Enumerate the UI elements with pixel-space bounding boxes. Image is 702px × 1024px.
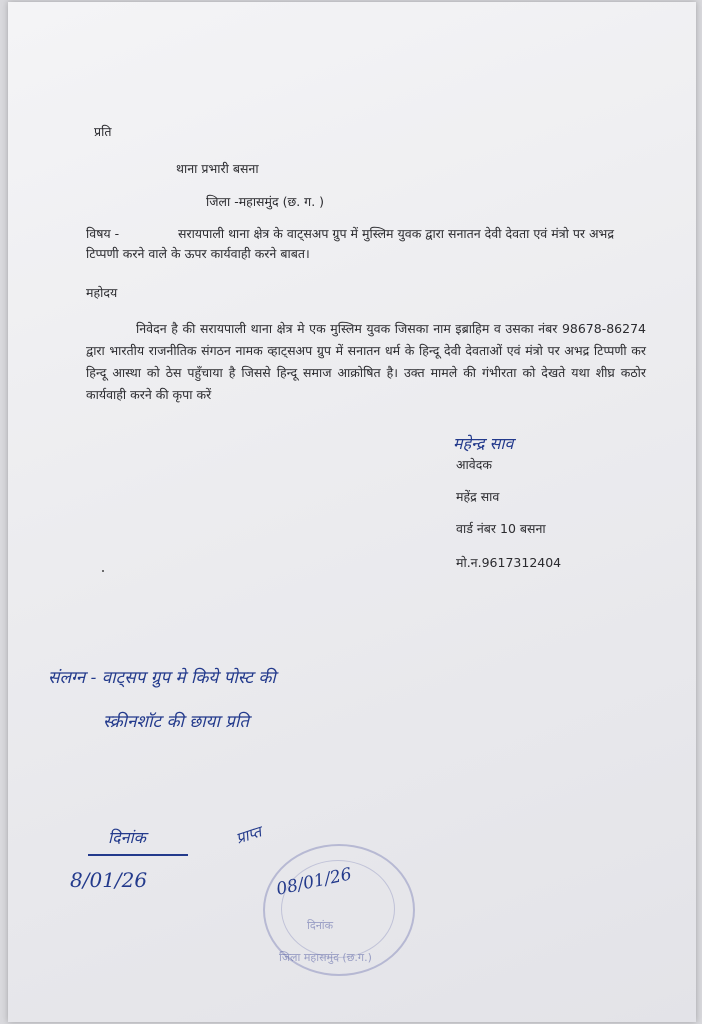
subject-block [86,224,646,264]
applicant-mobile: मो.न.9617312404 [456,555,562,570]
office-stamp [263,844,415,976]
stamp-handwritten-date: 08/01/26 [274,864,354,900]
recipient-line1: थाना प्रभारी बसना [176,161,259,176]
subject-text: सरायपाली थाना क्षेत्र के वाट्सअप ग्रुप में मुस्लिम युवक द्वारा सनातन देवी देवता एवं मंत्रो पर अभद्र टिप्पणी करने वाले के ऊपर कार्यवाही करने बाबत। [86,226,614,261]
letter-sheet [8,2,696,1022]
stamp-place: जिला महासमुंद (छ.ग.) [279,951,372,964]
date-underline [88,854,188,856]
received-signature: प्राप्त [233,822,264,848]
applicant-name: महेंद्र साव [456,489,500,504]
stray-dot [102,570,104,572]
attachment-line2: स्क्रीनशॉट की छाया प्रति [103,712,250,732]
applicant-signature: महेन्द्र साव [453,434,514,453]
date-value: 8/01/26 [70,868,148,892]
applicant-label: आवेदक [456,457,492,472]
recipient-line2: जिला -महासमुंद (छ. ग. ) [206,194,325,209]
greeting: महोदय [86,285,118,300]
stamp-date-label: दिनांक [307,919,334,932]
attachment-line1: संलग्न - वाट्सप ग्रुप मे किये पोस्ट की [48,668,276,688]
date-label: दिनांक [108,828,146,847]
salutation-to: प्रति [94,124,112,139]
applicant-address: वार्ड नंबर 10 बसना [456,521,546,536]
letter-body: निवेदन है की सरायपाली थाना क्षेत्र मे एक मुस्लिम युवक जिसका नाम इब्राहिम व उसका नंबर 98678-86274 द्वारा भारतीय राजनीतिक संगठन नामक व्हाट्सअप ग्रुप में सनातन धर्म के हिन्दू देवी देवताओं एवं मंत्रो पर अभद्र टिप्पणी कर हिन्दू आस्था को ठेस पहुँचाया है जिससे हिन्दू समाज आक्रोषित है। उक्त मामले की गंभीरता को देखते यथा शीघ्र कठोर कार्यवाही करने की कृपा करें [86,321,646,402]
subject-label: विषय - [86,226,120,241]
